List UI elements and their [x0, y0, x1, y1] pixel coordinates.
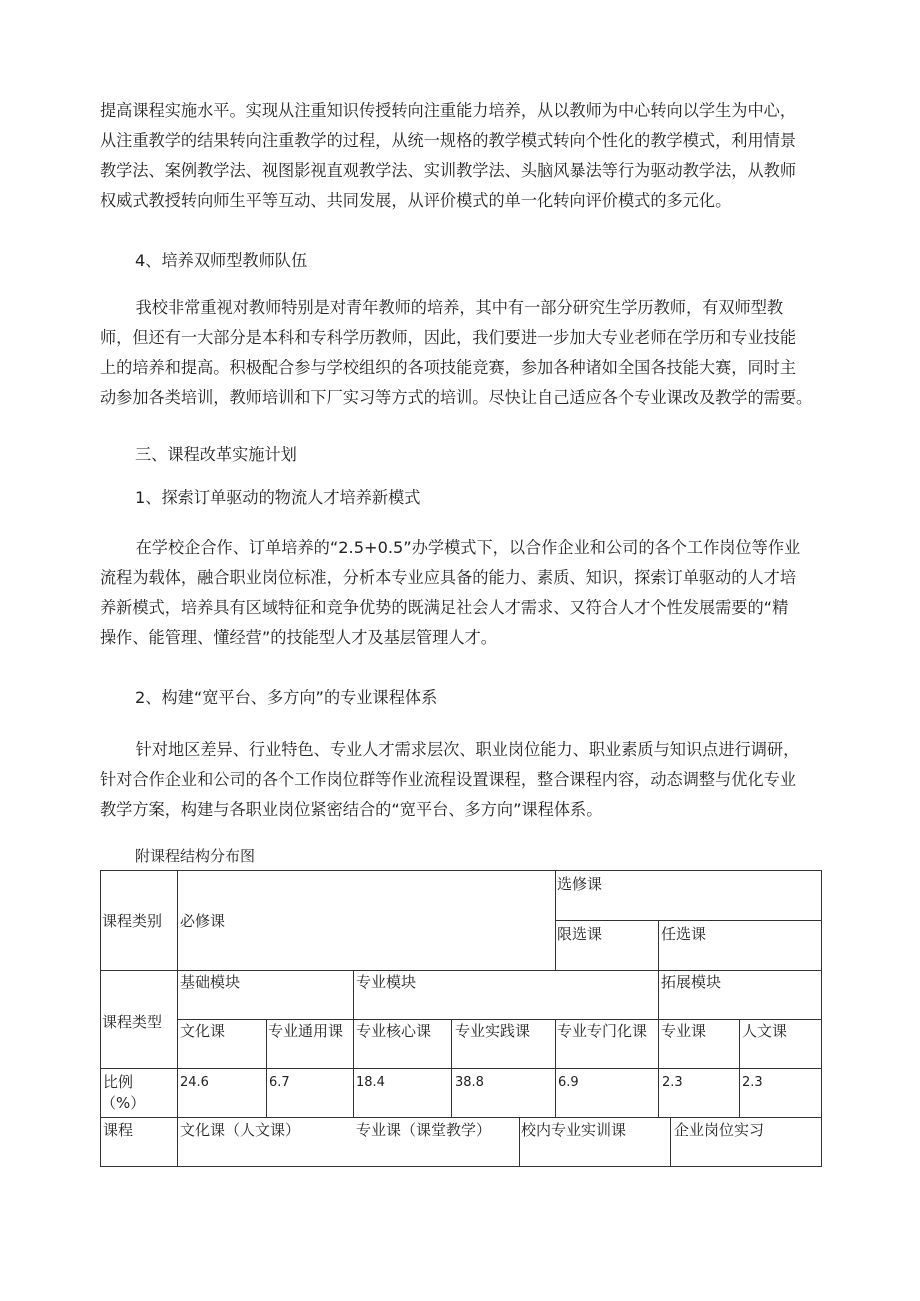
- cell-subtype: 文化课: [180, 1022, 226, 1040]
- cell-category-label: 课程类别: [102, 912, 163, 930]
- table-line-basic-major: [353, 970, 354, 1117]
- cell-subtype: 专业课: [661, 1022, 707, 1040]
- cell-course-item: 专业课（课堂教学）: [356, 1121, 492, 1139]
- table-line-limited-free: [658, 920, 659, 970]
- cell-ratio-unit: （%）: [101, 1094, 146, 1112]
- cell-subtype: 专业核心课: [356, 1022, 432, 1040]
- cell-ratio-label: 比例: [103, 1073, 134, 1091]
- table-line-row4-b: [670, 1117, 671, 1166]
- heading-course-system: 2、构建“宽平台、多方向”的专业课程体系: [135, 688, 438, 707]
- cell-subtype: 专业实践课: [455, 1022, 531, 1040]
- cell-subtype: 专业通用课: [268, 1022, 344, 1040]
- table-line-module-split: [177, 1019, 822, 1020]
- paragraph-course-system: 针对地区差异、行业特色、专业人才需求层次、职业岗位能力、职业素质与知识点进行调研， 针对合作企业和公司的各个工作岗位群等作业流程设置课程，整合课程内容，动态调整与优化专业 教学方案，构建与各职业岗位紧密结合的“宽平台、多方向”课程体系。: [100, 740, 800, 819]
- table-border-bottom: [100, 1166, 822, 1167]
- table-border-top: [100, 870, 822, 871]
- table-line-sub6: [739, 1019, 740, 1117]
- cell-ratio-value: 6.7: [269, 1075, 290, 1090]
- paragraph-order-driven: 在学校企合作、订单培养的“2.5+0.5”办学模式下，以合作企业和公司的各个工作岗位等作业 流程为载体，融合职业岗位标准，分析本专业应具备的能力、素质、知识，探索订单驱动的人才培 养新模式，培养具有区域特征和竞争优势的既满足社会人才需求、又符合人才个性发展需要的“精 操作、能管理、懂经营”的技能型人才及基层管理人才。: [100, 538, 801, 647]
- table-line-sub3: [451, 1019, 452, 1117]
- cell-basic-module: 基础模块: [180, 973, 241, 991]
- cell-required: 必修课: [180, 912, 226, 930]
- table-line-row2-top: [100, 970, 822, 971]
- cell-limited-elective: 限选课: [557, 925, 603, 943]
- heading-order-driven: 1、探索订单驱动的物流人才培养新模式: [135, 488, 421, 507]
- cell-elective: 选修课: [557, 875, 603, 893]
- cell-course-label: 课程: [103, 1121, 134, 1139]
- cell-ratio-value: 2.3: [742, 1075, 763, 1090]
- cell-extension-module: 拓展模块: [661, 973, 722, 991]
- heading-section-three: 三、课程改革实施计划: [135, 445, 297, 464]
- table-line-col1: [177, 870, 178, 1167]
- cell-course-item: 企业岗位实习: [674, 1121, 765, 1139]
- cell-course-item: 文化课（人文课）: [180, 1121, 301, 1139]
- table-line-major-extension: [658, 970, 659, 1117]
- cell-course-item: 校内专业实训课: [521, 1121, 627, 1139]
- table-line-row4-a: [519, 1117, 520, 1166]
- paragraph-teaching-methods: 提高课程实施水平。实现从注重知识传授转向注重能力培养，从以教师为中心转向以学生为中心， 从注重教学的结果转向注重教学的过程，从统一规格的教学模式转向个性化的教学模式，利用情景 教学法、案例教学法、视图影视直观教学法、实训教学法、头脑风暴法等行为驱动教学法，从教师 权威式教授转向师生平等互动、共同发展，从评价模式的单一化转向评价模式的多元化。: [100, 101, 797, 210]
- cell-ratio-value: 18.4: [356, 1075, 385, 1090]
- heading-dual-teacher: 4、培养双师型教师队伍: [135, 251, 308, 270]
- cell-free-elective: 任选课: [661, 925, 707, 943]
- table-line-row3-top: [100, 1068, 822, 1069]
- paragraph-teacher-training: 我校非常重视对教师特别是对青年教师的培养，其中有一部分研究生学历教师，有双师型教 师，但还有一大部分是本科和专科学历教师，因此，我们要进一步加大专业老师在学历和专业技能 上的培养和提高。积极配合参与学校组织的各项技能竞赛，参加各种诸如全国各技能大赛，同时主 动参加各类培训，教师培训和下厂实习等方式的培训。尽快让自己适应各个专业课改及教学的需要。: [100, 298, 813, 407]
- cell-ratio-value: 2.3: [662, 1075, 683, 1090]
- cell-type-label: 课程类型: [102, 1013, 163, 1031]
- table-caption: 附课程结构分布图: [135, 847, 256, 865]
- table-line-required-elective: [555, 870, 556, 970]
- cell-ratio-value: 38.8: [455, 1075, 484, 1090]
- cell-subtype: 人文课: [742, 1022, 788, 1040]
- table-line-sub1: [266, 1019, 267, 1117]
- cell-major-module: 专业模块: [356, 973, 417, 991]
- table-border-left: [100, 870, 101, 1167]
- table-line-row4-top: [100, 1117, 822, 1118]
- table-border-right: [821, 870, 822, 1167]
- cell-ratio-value: 6.9: [558, 1075, 579, 1090]
- table-line-sub4: [555, 1019, 556, 1117]
- cell-subtype: 专业专门化课: [557, 1022, 648, 1040]
- table-line-elective-split: [555, 920, 822, 921]
- cell-ratio-value: 24.6: [180, 1075, 209, 1090]
